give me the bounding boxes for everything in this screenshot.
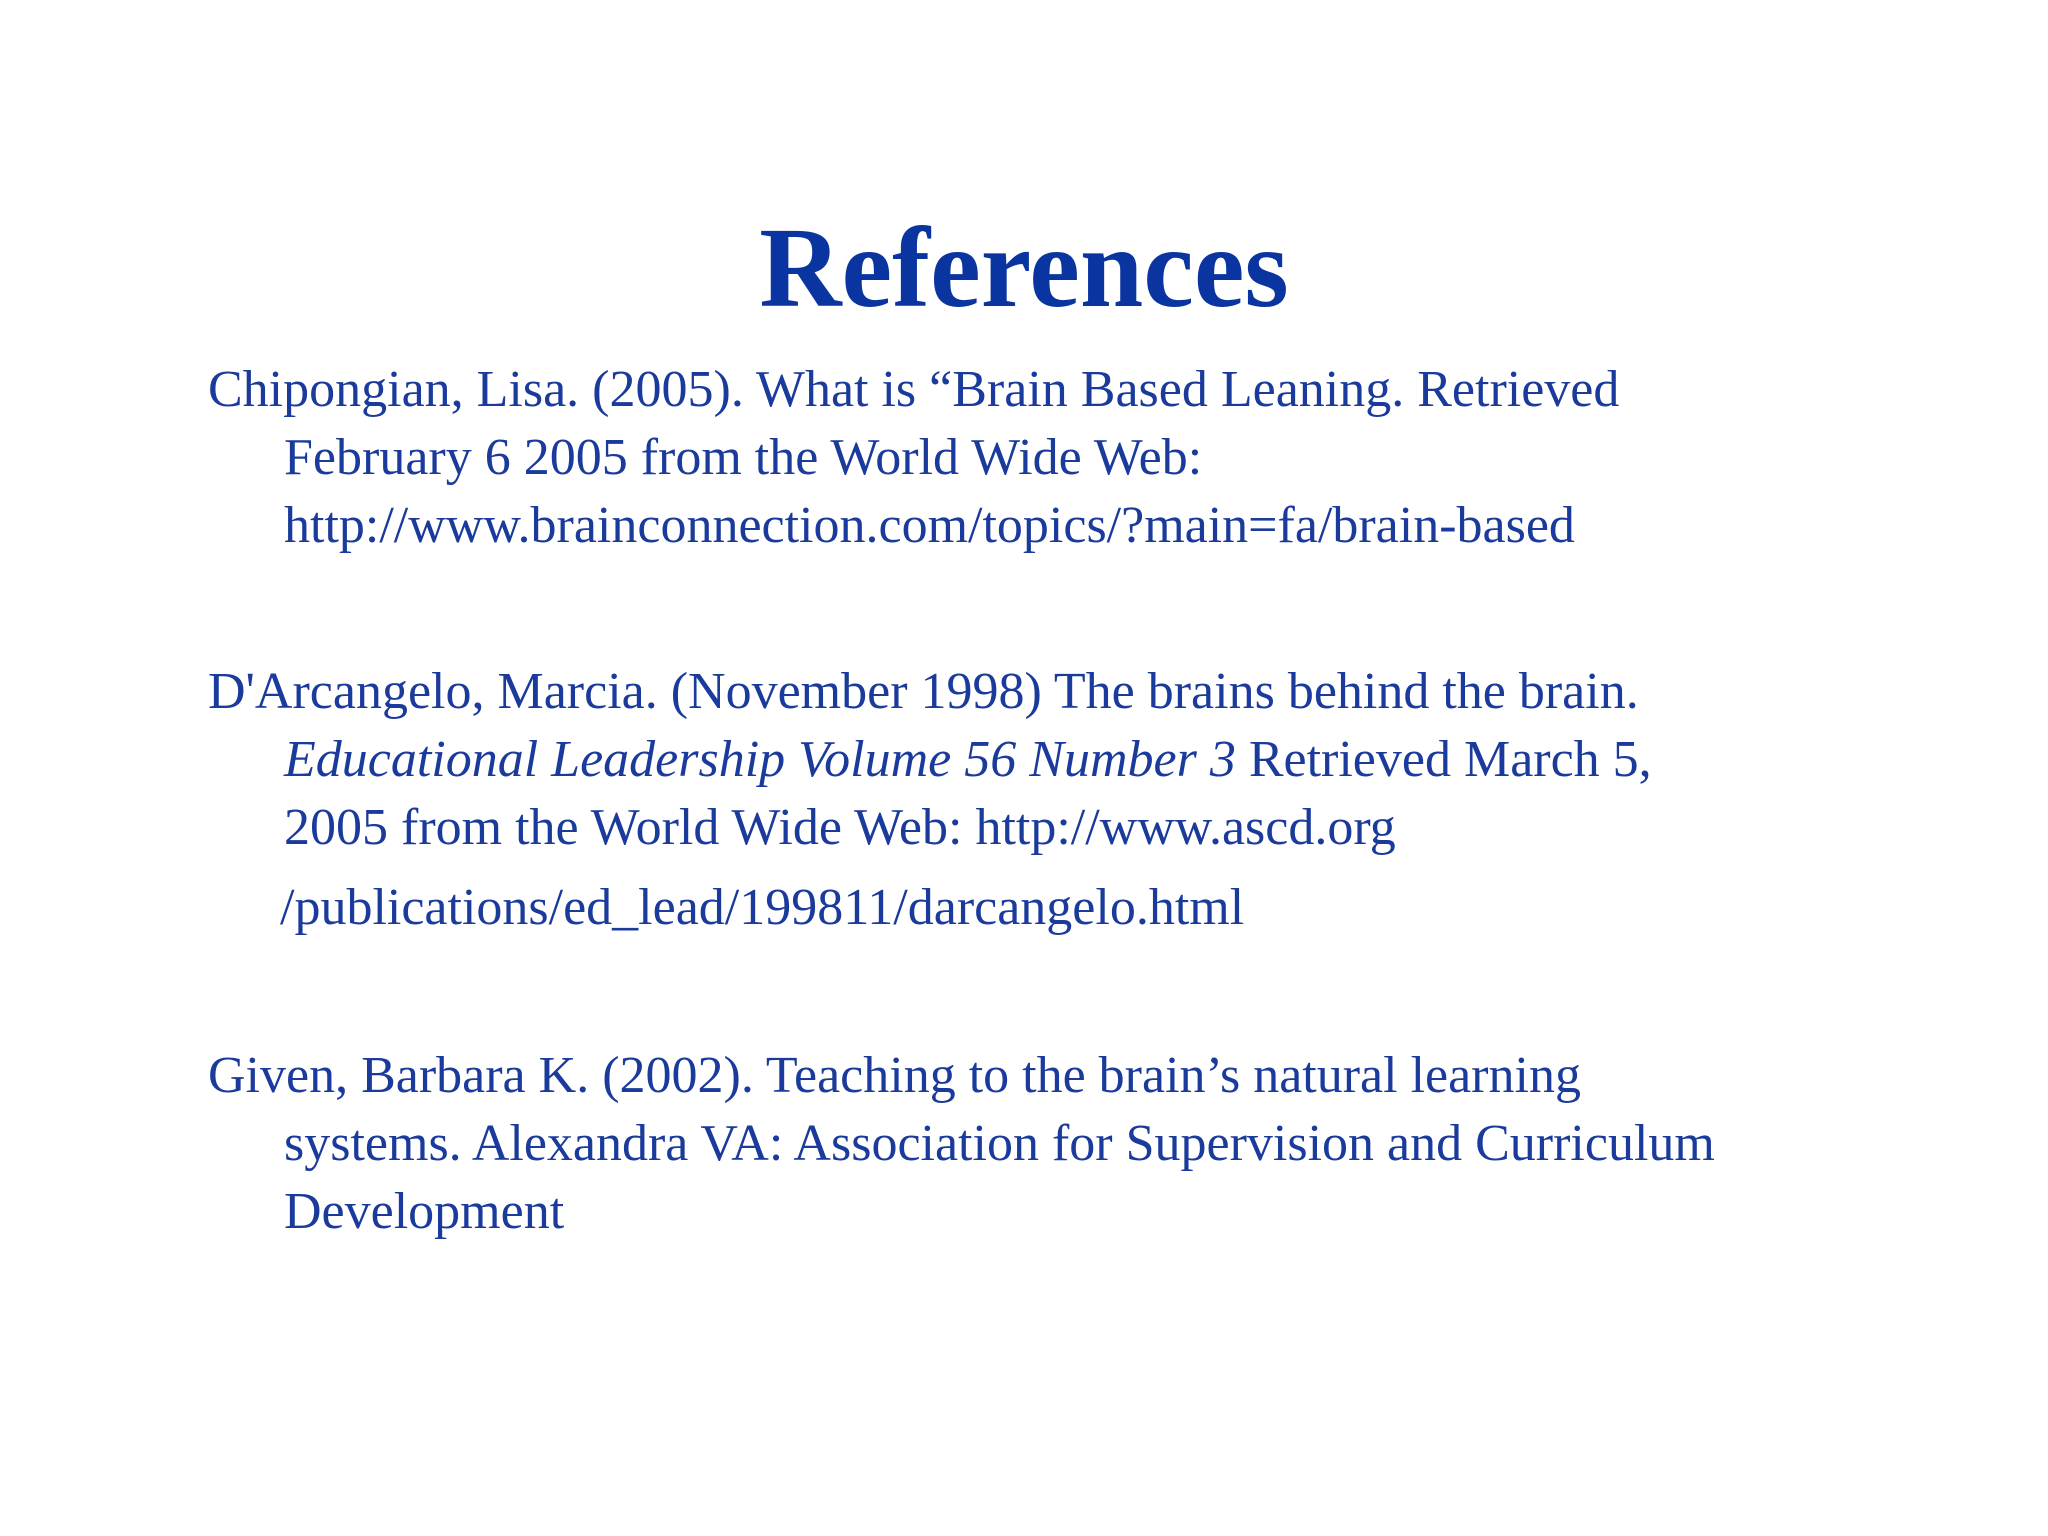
- reference-line: systems. Alexandra VA: Association for Supervision and Curriculum: [284, 1115, 1715, 1172]
- reference-item: [208, 1042, 1908, 1246]
- reference-line: Development: [284, 1183, 565, 1240]
- journal-title: Educational Leadership Volume 56 Number 3: [284, 731, 1236, 788]
- reference-item: [208, 658, 1908, 862]
- reference-line: D'Arcangelo, Marcia. (November 1998) The brains behind the brain.: [208, 663, 1639, 720]
- reference-line: 2005 from the World Wide Web: http://www.ascd.org: [284, 799, 1396, 856]
- reference-line: [208, 726, 1908, 794]
- page-title: References: [759, 204, 1289, 331]
- reference-line: Given, Barbara K. (2002). Teaching to the brain’s natural learning: [208, 1047, 1581, 1104]
- reference-line-rest: Retrieved March 5,: [1235, 731, 1652, 788]
- reference-line: Chipongian, Lisa. (2005). What is “Brain Based Leaning. Retrieved: [208, 361, 1620, 418]
- reference-item: [208, 356, 1908, 560]
- reference-line: February 6 2005 from the World Wide Web:: [284, 429, 1203, 486]
- reference-url: /publications/ed_lead/199811/darcangelo.html: [280, 879, 1245, 936]
- reference-url: http://www.brainconnection.com/topics/?main=fa/brain-based: [284, 497, 1575, 554]
